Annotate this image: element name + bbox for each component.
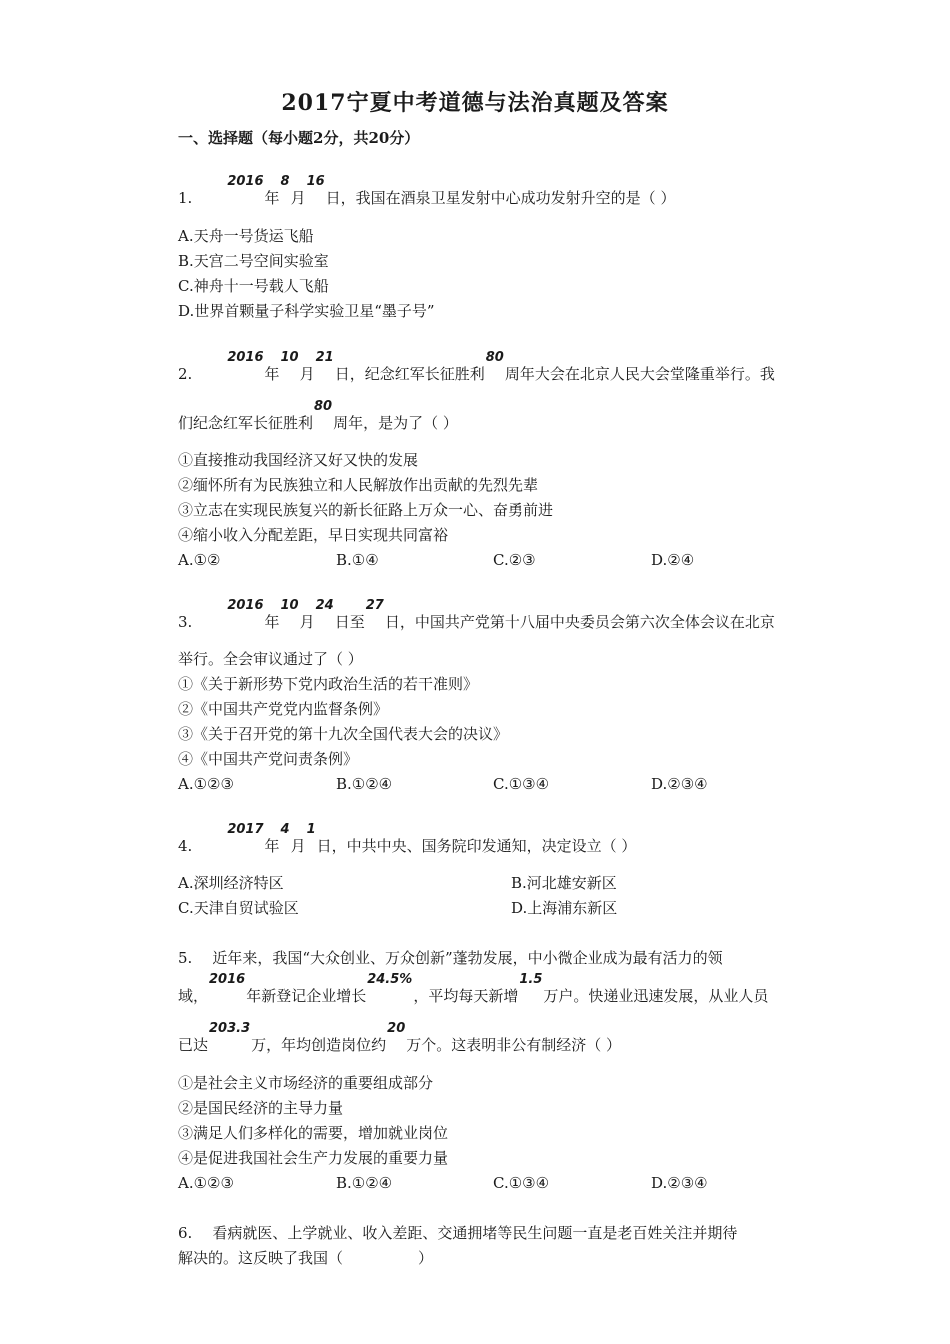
question-4-option-a[interactable]: A.深圳经济特区 <box>178 874 284 892</box>
question-2-item-1: ①直接推动我国经济又好又快的发展 <box>178 451 419 469</box>
section-heading: 一、选择题（每小题2分，共20分） <box>178 129 420 147</box>
question-5-item-2: ②是国民经济的主导力量 <box>178 1099 344 1117</box>
question-3-option-c[interactable]: C.①③④ <box>493 775 550 793</box>
question-2-option-a[interactable]: A.①② <box>178 551 221 569</box>
question-5-stem: 5. 近年来，我国“大众创业、万众创新”蓬勃发展，中小微企业成为最有活力的领 <box>178 949 723 967</box>
question-2-item-2: ②缅怀所有为民族独立和人民解放作出贡献的先烈先辈 <box>178 476 539 494</box>
question-5-item-3: ③满足人们多样化的需要，增加就业岗位 <box>178 1124 449 1142</box>
question-1-stem: 1.2016年8月16日，我国在酒泉卫星发射中心成功发射升空的是（ ） <box>178 174 676 207</box>
question-3-option-a[interactable]: A.①②③ <box>178 775 234 793</box>
question-3-option-d[interactable]: D.②③④ <box>651 775 708 793</box>
question-3-item-3: ③《关于召开党的第十九次全国代表大会的决议》 <box>178 725 509 743</box>
question-5-option-c[interactable]: C.①③④ <box>493 1174 550 1192</box>
question-4-stem: 4.2017年4月1日，中共中央、国务院印发通知，决定设立（ ） <box>178 822 637 855</box>
question-1-option-d[interactable]: D.世界首颗量子科学实验卫星“墨子号” <box>178 302 435 320</box>
question-5-item-1: ①是社会主义市场经济的重要组成部分 <box>178 1074 434 1092</box>
question-3-stem-line2: 举行。全会审议通过了（ ） <box>178 650 363 668</box>
question-3-stem: 3.2016年10月24日至27日，中国共产党第十八届中央委员会第六次全体会议在北京 <box>178 598 775 631</box>
question-2-item-3: ③立志在实现民族复兴的新长征路上万众一心、奋勇前进 <box>178 501 554 519</box>
question-5-stem-line2: 域，2016年新登记企业增长24.5%，平均每天新增1.5万户。快递业迅速发展，从业人员 <box>178 972 769 1005</box>
question-4-option-c[interactable]: C.天津自贸试验区 <box>178 899 299 917</box>
question-1-option-a[interactable]: A.天舟一号货运飞船 <box>178 227 314 245</box>
question-2-stem-line2: 们纪念红军长征胜利80周年，是为了（ ） <box>178 399 458 432</box>
question-5-item-4: ④是促进我国社会生产力发展的重要力量 <box>178 1149 449 1167</box>
question-4-option-b[interactable]: B.河北雄安新区 <box>511 874 617 892</box>
question-1-option-c[interactable]: C.神舟十一号载人飞船 <box>178 277 329 295</box>
question-5-stem-line3: 已达203.3万，年均创造岗位约20万个。这表明非公有制经济（ ） <box>178 1021 622 1054</box>
question-5-option-b[interactable]: B.①②④ <box>336 1174 393 1192</box>
question-2-option-d[interactable]: D.②④ <box>651 551 695 569</box>
question-6-stem-line2: 解决的。这反映了我国（ ） <box>178 1249 434 1267</box>
question-5-option-d[interactable]: D.②③④ <box>651 1174 708 1192</box>
question-2-item-4: ④缩小收入分配差距，早日实现共同富裕 <box>178 526 449 544</box>
question-1-option-b[interactable]: B.天宫二号空间实验室 <box>178 252 329 270</box>
question-4-option-d[interactable]: D.上海浦东新区 <box>511 899 618 917</box>
question-3-item-4: ④《中国共产党问责条例》 <box>178 750 359 768</box>
question-3-option-b[interactable]: B.①②④ <box>336 775 393 793</box>
question-6-stem: 6. 看病就医、上学就业、收入差距、交通拥堵等民生问题一直是老百姓关注并期待 <box>178 1224 738 1242</box>
page-title: 2017宁夏中考道德与法治真题及答案 <box>281 90 669 116</box>
question-2-option-b[interactable]: B.①④ <box>336 551 379 569</box>
question-2-stem: 2.2016年10月21日，纪念红军长征胜利80周年大会在北京人民大会堂隆重举行。我 <box>178 350 775 383</box>
question-3-item-2: ②《中国共产党党内监督条例》 <box>178 700 389 718</box>
question-3-item-1: ①《关于新形势下党内政治生活的若干准则》 <box>178 675 479 693</box>
question-2-option-c[interactable]: C.②③ <box>493 551 536 569</box>
question-5-option-a[interactable]: A.①②③ <box>178 1174 234 1192</box>
